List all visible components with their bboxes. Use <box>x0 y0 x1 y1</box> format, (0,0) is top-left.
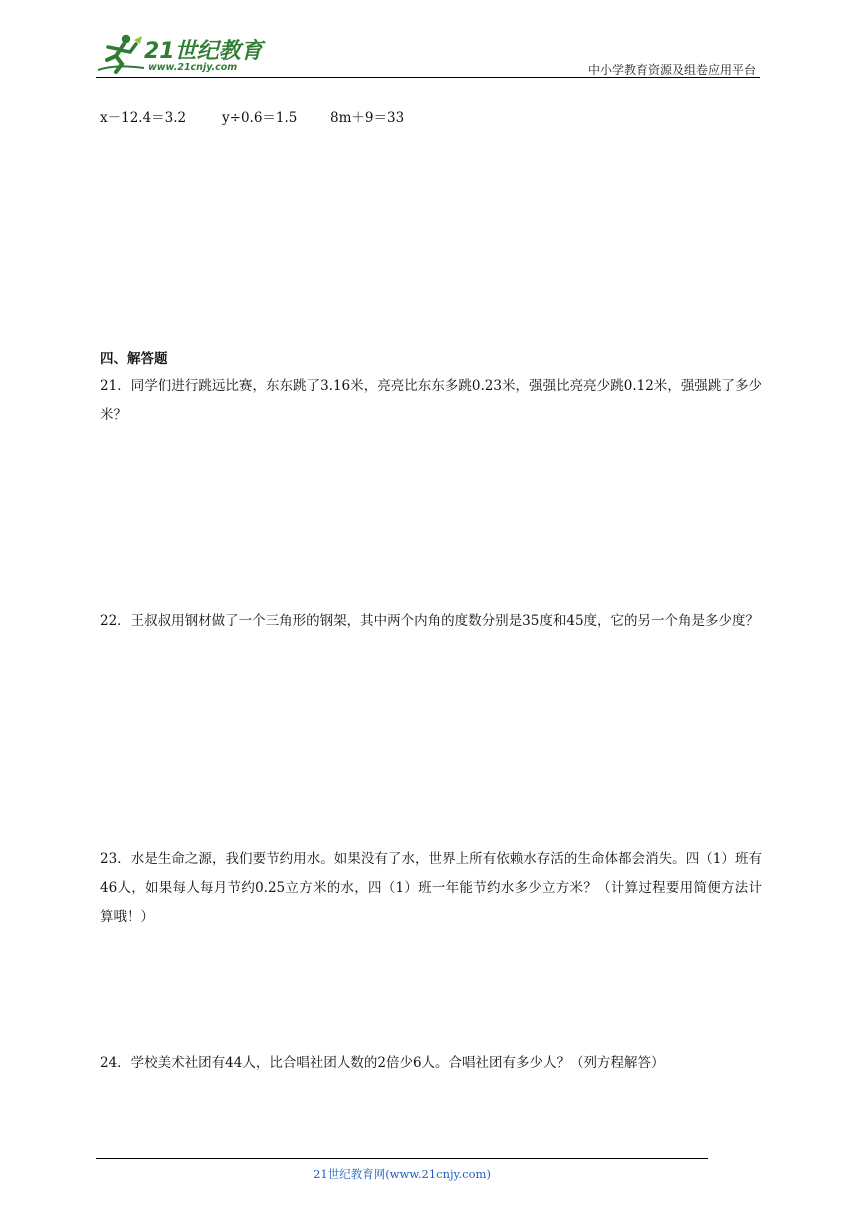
platform-name: 中小学教育资源及组卷应用平台 <box>587 63 756 77</box>
footer-divider <box>96 1158 708 1159</box>
equations-row <box>100 106 404 126</box>
logo-url: www.21cnjy.com <box>148 62 238 73</box>
equation-item: 8m＋9＝33 <box>330 110 405 126</box>
page-header <box>96 30 760 78</box>
logo-title: 21世纪教育 <box>144 39 263 64</box>
problem-21: 21．同学们进行跳远比赛，东东跳了3.16米，亮亮比东东多跳0.23米，强强比亮亮少跳0.12米，强强跳了多少米？ <box>100 378 762 423</box>
equation-item: x－12.4＝3.2 <box>100 110 187 126</box>
problem-24: 24．学校美术社团有44人，比合唱社团人数的2倍少6人。合唱社团有多少人？（列方程解答） <box>100 1055 665 1071</box>
section-title: 四、解答题 <box>100 351 168 367</box>
site-logo <box>96 30 266 76</box>
runner-icon <box>96 30 148 76</box>
footer-link[interactable]: 21世纪教育网(www.21cnjy.com) <box>313 1167 491 1181</box>
problem-22: 22．王叔叔用钢材做了一个三角形的钢架，其中两个内角的度数分别是35度和45度，它的另一个角是多少度？ <box>100 613 760 629</box>
header-divider <box>96 77 760 78</box>
equation-item: y÷0.6＝1.5 <box>222 110 298 126</box>
problem-23: 23．水是生命之源，我们要节约用水。如果没有了水，世界上所有依赖水存活的生命体都会消失。四（1）班有46人，如果每人每月节约0.25立方米的水，四（1）班一年能节约水多少立方米？（计算过程要用简便方法计算哦！） <box>100 851 762 925</box>
